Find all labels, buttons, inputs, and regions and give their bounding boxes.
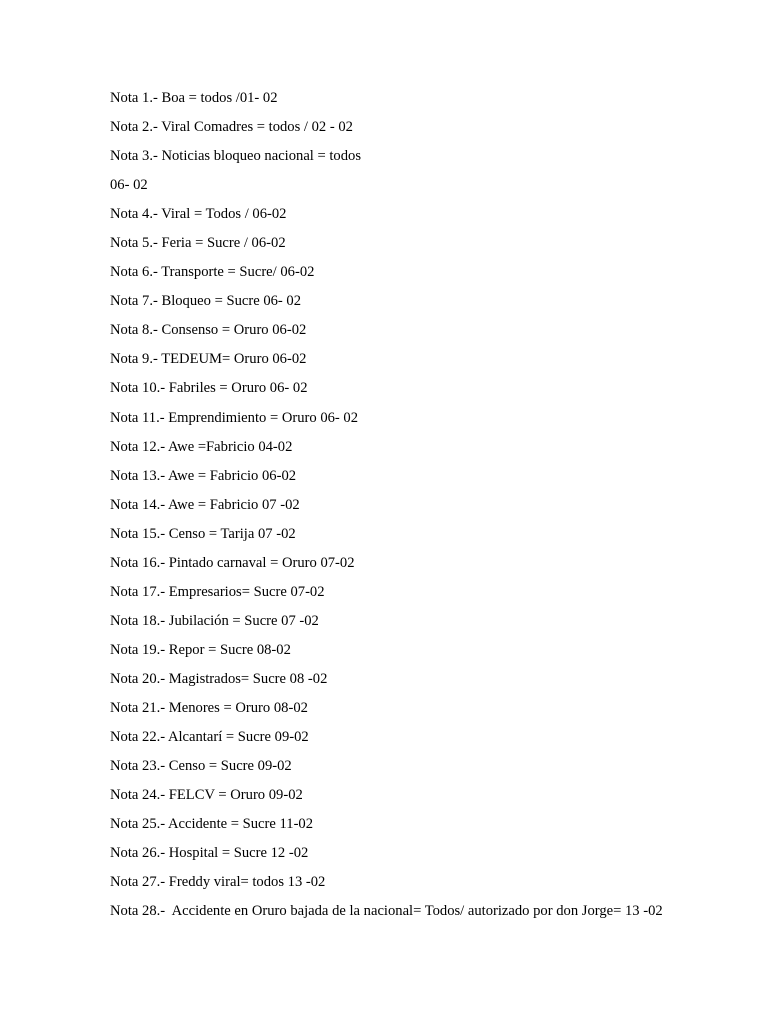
note-line: Nota 26.- Hospital = Sucre 12 -02 [110, 845, 309, 862]
note-line: Nota 19.- Repor = Sucre 08-02 [110, 641, 291, 658]
note-line: Nota 12.- Awe =Fabricio 04-02 [110, 438, 293, 455]
note-line: Nota 25.- Accidente = Sucre 11-02 [110, 816, 314, 833]
note-line: Nota 2.- Viral Comadres = todos / 02 - 02 [110, 119, 353, 136]
note-line: Nota 7.- Bloqueo = Sucre 06- 02 [110, 293, 302, 310]
note-line: Nota 22.- Alcantarí = Sucre 09-02 [110, 729, 309, 746]
note-line: Nota 6.- Transporte = Sucre/ 06-02 [110, 264, 315, 281]
note-line: Nota 15.- Censo = Tarija 07 -02 [110, 525, 296, 542]
note-line: Nota 10.- Fabriles = Oruro 06- 02 [110, 380, 308, 397]
note-line: Nota 8.- Consenso = Oruro 06-02 [110, 322, 307, 339]
note-line: 06- 02 [110, 177, 148, 194]
note-line: Nota 16.- Pintado carnaval = Oruro 07-02 [110, 554, 355, 571]
note-line: Nota 5.- Feria = Sucre / 06-02 [110, 235, 286, 252]
note-line: Nota 4.- Viral = Todos / 06-02 [110, 206, 287, 223]
note-line: Nota 23.- Censo = Sucre 09-02 [110, 758, 292, 775]
note-line: Nota 24.- FELCV = Oruro 09-02 [110, 787, 303, 804]
note-line: Nota 14.- Awe = Fabricio 07 -02 [110, 496, 300, 513]
note-line: Nota 17.- Empresarios= Sucre 07-02 [110, 583, 325, 600]
note-line: Nota 18.- Jubilación = Sucre 07 -02 [110, 612, 319, 629]
note-line: Nota 13.- Awe = Fabricio 06-02 [110, 467, 297, 484]
note-line: Nota 1.- Boa = todos /01- 02 [110, 90, 278, 106]
note-line: Nota 11.- Emprendimiento = Oruro 06- 02 [110, 409, 359, 426]
note-line: Nota 27.- Freddy viral= todos 13 -02 [110, 874, 326, 891]
notes-list [110, 84, 670, 921]
note-line: Nota 20.- Magistrados= Sucre 08 -02 [110, 670, 328, 687]
note-line: Nota 3.- Noticias bloqueo nacional = todos [110, 148, 362, 165]
note-line: Nota 9.- TEDEUM= Oruro 06-02 [110, 351, 307, 368]
note-line: Nota 21.- Menores = Oruro 08-02 [110, 699, 308, 716]
note-line: Nota 28.- Accidente en Oruro bajada de la nacional= Todos/ autorizado por don Jorge= 13 -02 [110, 903, 663, 920]
